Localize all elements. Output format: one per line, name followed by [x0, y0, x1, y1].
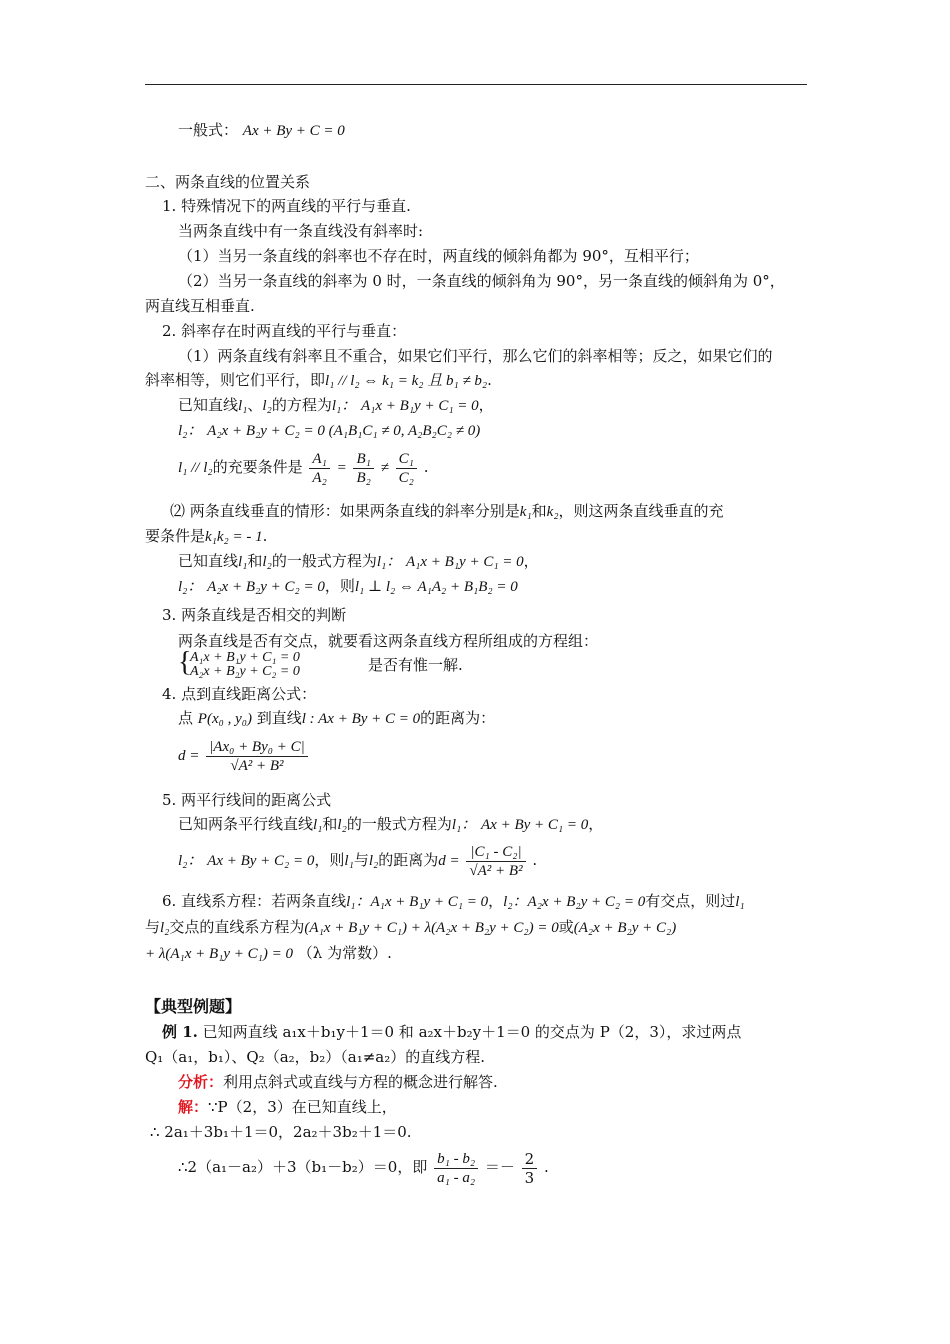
formula: l₂ [160, 920, 170, 936]
text: ， [588, 815, 604, 833]
text: 的方程为 [271, 396, 332, 414]
formula: l₂ [368, 853, 379, 869]
formula: k₁ [519, 504, 532, 520]
formula: l₂： [178, 579, 203, 595]
formula: l₁： [451, 817, 477, 833]
example-label: 例 1. [162, 1023, 198, 1041]
text: . [262, 527, 268, 545]
paragraph: Q₁（a₁，b₁）、Q₂（a₂，b₂）（a₁≠a₂）的直线方程. [145, 1048, 486, 1066]
text: 的距离为： [420, 709, 496, 727]
result-line [178, 1145, 549, 1189]
fraction [309, 450, 329, 487]
text: 的一般式方程为 [271, 552, 377, 570]
paragraph: 是否有惟一解. [368, 656, 463, 674]
numerator: 2 [522, 1150, 538, 1169]
formula: l₁ // l₂ [178, 460, 213, 476]
text: 已知直线 [178, 396, 239, 414]
formula: k₂ [546, 504, 559, 520]
formula: d = [178, 748, 200, 764]
formula: k₁k₂ = - 1 [205, 529, 263, 545]
analysis-line [178, 1072, 498, 1092]
text: ， [523, 552, 539, 570]
formula: Ax + By + C₁ = 0 [481, 817, 589, 833]
denominator: a₁ - a₂ [437, 1169, 476, 1186]
formula: A₁x + B₁y + C₁ = 0 [361, 398, 479, 414]
fraction [434, 1150, 478, 1187]
text: 、 [247, 396, 263, 414]
text: ， [478, 396, 494, 414]
equation-line [178, 814, 603, 835]
text: 和 [531, 502, 547, 520]
paragraph: 当两条直线中有一条直线没有斜率时: [178, 222, 424, 240]
distance-line [178, 708, 495, 729]
text: 已知两直线 a₁x＋b₁y＋1＝0 和 a₂x＋b₂y＋1＝0 的交点为 P（2，3），求过两点 [202, 1023, 742, 1041]
text: 已知两条平行线直线 [178, 815, 314, 833]
example-1 [162, 1022, 741, 1042]
numerator: B₁ [353, 450, 373, 469]
text: ⑵ 两条直线垂直的情形：如果两条直线的斜率分别是 [170, 502, 520, 520]
numerator: A₁ [309, 450, 329, 469]
text: 和 [322, 815, 338, 833]
formula: (A₁x + B₁y + C₁) + λ(A₂x + B₂y + C₂) = 0 [304, 920, 559, 936]
text: 有交点，则过 [645, 892, 736, 910]
formula: A₁x + B₁y + C₁ = 0 [406, 554, 524, 570]
fraction [206, 738, 308, 775]
formula: = [336, 460, 347, 476]
text: . [532, 851, 538, 869]
text: 与 [145, 918, 161, 936]
paragraph: 两直线互相垂直. [145, 297, 255, 315]
solution-label: 解： [178, 1098, 209, 1116]
formula: l₁：A₁x + B₁y + C₁ = 0 [346, 894, 489, 910]
formula: l₁： [331, 398, 357, 414]
text: 斜率相等，则它们平行，即 [145, 371, 326, 389]
denominator: A₂ [312, 469, 327, 486]
subsection-4: 4. 点到直线距离公式： [162, 685, 317, 703]
formula: ≠ [380, 460, 389, 476]
examples-heading: 【典型例题】 [145, 997, 242, 1016]
fraction [522, 1150, 538, 1187]
equation-line [178, 551, 539, 572]
distance-formula [178, 733, 310, 778]
text: ，则 [314, 851, 345, 869]
analysis-label: 分析： [178, 1073, 224, 1091]
formula: l₁ [735, 894, 745, 910]
text: 6. 直线系方程：若两条直线 [162, 892, 347, 910]
text: ∵P（2，3）在已知直线上， [208, 1098, 397, 1116]
text: ，则 [324, 577, 355, 595]
text: 或 [558, 918, 574, 936]
formula: l₁ ⊥ l₂ ⇔ A₁A₂ + B₁B₂ = 0 [354, 579, 518, 595]
text: 已知直线 [178, 552, 239, 570]
denominator: √A² + B² [230, 757, 284, 774]
fraction [353, 450, 373, 487]
text: 交点的直线系方程为 [169, 918, 305, 936]
numerator: C₁ [396, 450, 417, 469]
formula: l₁ [238, 398, 248, 414]
denominator: √A² + B² [469, 862, 523, 879]
formula: l₂： [178, 423, 203, 439]
paragraph: ∴ 2a₁＋3b₁＋1＝0，2a₂＋3b₂＋1＝0. [150, 1123, 412, 1141]
text: ， [488, 892, 504, 910]
parallel-fraction-line [178, 445, 428, 490]
equation-line [178, 395, 494, 416]
numerator: |C₁ - C₂| [466, 843, 525, 862]
subsection-6 [162, 891, 745, 912]
formula: Ax + By + C₂ = 0 [207, 853, 315, 869]
paragraph: （2）当另一条直线的斜率为 0 时，一条直线的倾斜角为 90°，另一条直线的倾斜角为 0°， [178, 272, 785, 290]
paragraph: （1）当另一条直线的斜率也不存在时，两直线的倾斜角都为 90°，互相平行； [178, 247, 699, 265]
formula: l₁ [313, 817, 323, 833]
denominator: C₂ [398, 469, 414, 486]
subsection-5: 5. 两平行线间的距离公式 [162, 791, 332, 809]
formula: l₁ // l₂ ⇔ k₁ = k₂ 且 b₁ ≠ b₂ [325, 373, 488, 389]
formula: l₂ [262, 554, 272, 570]
text: 与 [353, 851, 369, 869]
parallel-condition-line [145, 370, 492, 391]
section-heading: 二、两条直线的位置关系 [145, 173, 311, 191]
text: 一般式： [178, 121, 239, 139]
text: ＝－ [484, 1158, 515, 1176]
formula: l₁ [238, 554, 248, 570]
text: 要条件是 [145, 527, 206, 545]
formula: d = [438, 853, 460, 869]
parallel-distance-line [178, 838, 537, 883]
header-rule [145, 84, 807, 85]
subsection-2: 2. 斜率存在时两直线的平行与垂直： [162, 322, 407, 340]
formula: A₂x + B₂y + C₂ = 0 (A₁B₁C₁ ≠ 0, A₂B₂C₂ ≠ 0) [207, 423, 481, 439]
denominator: 3 [524, 1168, 535, 1187]
equation-system [178, 647, 378, 681]
formula: l₂：A₂x + B₂y + C₂ = 0 [503, 894, 646, 910]
formula: (A₂x + B₂y + C₂) [573, 920, 677, 936]
general-form-line [178, 120, 345, 141]
line-system-line [145, 917, 676, 938]
system-row: A₂x + B₂y + C₂ = 0 [190, 664, 300, 679]
system-row: A₁x + B₁y + C₁ = 0 [190, 650, 300, 665]
perpendicular-line [170, 501, 724, 522]
text: 的充要条件是 [212, 458, 303, 476]
text: 的距离为 [378, 851, 439, 869]
text: 和 [247, 552, 263, 570]
paragraph: 两条直线是否有交点，就要看这两条直线方程所组成的方程组： [178, 632, 599, 650]
numerator: b₁ - b₂ [434, 1150, 478, 1169]
formula: l₂： [178, 853, 203, 869]
paragraph: （1）两条直线有斜率且不重合，如果它们平行，那么它们的斜率相等；反之，如果它们的 [178, 347, 773, 365]
text: 利用点斜式或直线与方程的概念进行解答. [223, 1073, 498, 1091]
line-system-line [145, 943, 392, 964]
formula: l₂ [262, 398, 272, 414]
subsection-3: 3. 两条直线是否相交的判断 [162, 606, 347, 624]
formula: l₁ [344, 853, 354, 869]
text: （λ 为常数）. [297, 944, 392, 962]
brace-glyph: { [178, 647, 192, 678]
numerator: |Ax₀ + By₀ + C| [206, 738, 308, 757]
text: ∴2（a₁－a₂）＋3（b₁－b₂）＝0，即 [178, 1158, 428, 1176]
formula: l₁： [376, 554, 402, 570]
text: 点 [178, 709, 194, 727]
text: . [423, 458, 429, 476]
text: 的一般式方程为 [346, 815, 452, 833]
subsection-1: 1. 特殊情况下的两直线的平行与垂直. [162, 197, 411, 215]
fraction [396, 450, 417, 487]
equation-line [178, 420, 480, 441]
denominator: B₂ [356, 469, 371, 486]
perpendicular-condition-line [145, 526, 267, 547]
fraction [466, 843, 525, 880]
text: . [543, 1158, 549, 1176]
text: 到直线 [256, 709, 302, 727]
formula: P(x₀ , y₀) [197, 711, 252, 727]
text: . [487, 371, 492, 389]
text: ，则这两条直线垂直的充 [558, 502, 724, 520]
formula: A₂x + B₂y + C₂ = 0 [207, 579, 325, 595]
formula: l : Ax + By + C = 0 [301, 711, 421, 727]
equation-line [178, 576, 518, 597]
formula: + λ(A₁x + B₁y + C₁) = 0 [145, 946, 294, 962]
solution-line [178, 1097, 397, 1117]
formula: l₂ [337, 817, 347, 833]
formula: Ax + By + C = 0 [242, 123, 345, 139]
